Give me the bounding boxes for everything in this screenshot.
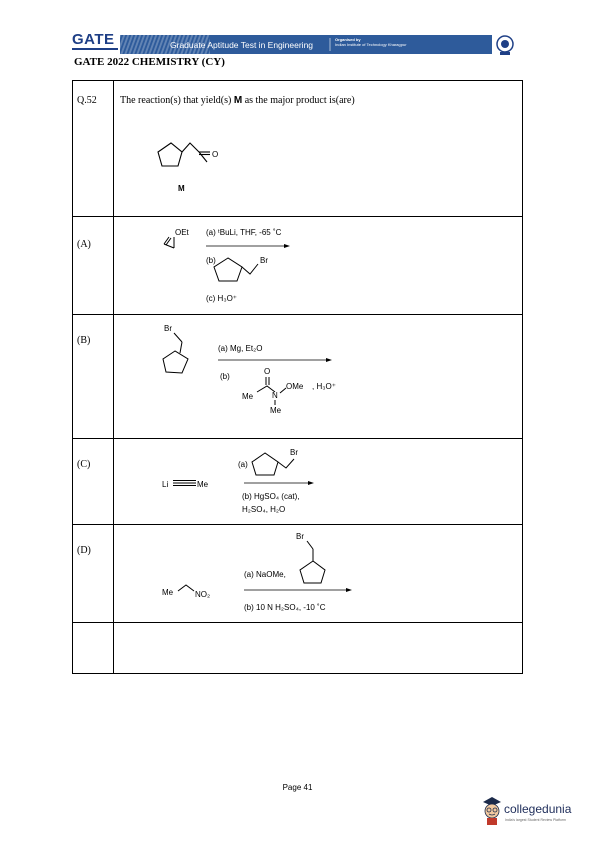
option-c-methyl: Me (197, 480, 209, 489)
option-a-row (73, 217, 523, 315)
product-m-structure (114, 81, 522, 216)
option-d-step-a: (a) NaOMe, (244, 570, 286, 579)
weinreb-oxygen: O (264, 367, 271, 376)
student-mascot-icon (481, 796, 503, 826)
option-d-methyl: Me (162, 588, 174, 597)
question-row (73, 81, 523, 217)
option-d-scheme (114, 525, 522, 622)
option-c-lithium: Li (162, 480, 169, 489)
option-b-step-b-prefix: (b) (220, 372, 230, 381)
option-c-label: (C) (77, 459, 91, 470)
weinreb-methyl-2: Me (270, 406, 282, 415)
question-number: Q.52 (77, 95, 97, 106)
question-text-after: as the major product is(are) (242, 95, 355, 106)
question-table (72, 80, 523, 674)
option-c-scheme (114, 439, 522, 524)
question-text-before: The reaction(s) that yield(s) (120, 95, 234, 106)
option-a-reactant: OEt (175, 228, 189, 237)
m-carbonyl-oxygen: O (212, 150, 219, 159)
organized-by-label: Organised by (335, 37, 361, 42)
option-b-step-b-suffix: , H₃O⁺ (312, 382, 336, 391)
option-d-step-b: (b) 10 N H₂SO₄, -10 ˚C (244, 603, 326, 612)
banner-organizer (335, 37, 445, 47)
option-c-step-b-line1: (b) HgSO₄ (cat), (242, 492, 300, 501)
option-d-bromine: Br (296, 532, 304, 541)
option-c-step-a-prefix: (a) (238, 460, 248, 469)
empty-row (73, 623, 523, 674)
option-a-bromine: Br (260, 256, 268, 265)
option-c-step-b-line2: H₂SO₄, H₂O (242, 505, 286, 514)
option-b-row (73, 315, 523, 439)
exam-title: GATE 2022 CHEMISTRY (CY) (74, 56, 225, 68)
option-b-bromine: Br (164, 324, 172, 333)
collegedunia-wordmark: collegedunia (504, 802, 572, 816)
m-label: M (178, 184, 185, 193)
page-number: Page 41 (282, 783, 313, 792)
collegedunia-logo (481, 796, 581, 830)
collegedunia-tagline: India's largest Student Review Platform (505, 818, 566, 822)
organizer-name: Indian Institute of Technology Kharagpur (335, 42, 407, 47)
option-a-label: (A) (77, 239, 91, 250)
option-d-label: (D) (77, 545, 91, 556)
option-d-row (73, 525, 523, 623)
option-a-step-a: (a) ᵗBuLi, THF, -65 ˚C (206, 228, 282, 237)
weinreb-nitrogen: N (272, 391, 278, 400)
option-a-step-b-prefix: (b) (206, 256, 216, 265)
option-c-row (73, 439, 523, 525)
option-b-label: (B) (77, 335, 91, 346)
weinreb-methyl-1: Me (242, 392, 254, 401)
iit-seal-icon (496, 35, 514, 57)
option-d-nitro: NO₂ (195, 590, 211, 599)
banner-title: Graduate Aptitude Test in Engineering (170, 40, 314, 50)
product-letter: M (233, 95, 243, 106)
option-b-step-a: (a) Mg, Et₂O (218, 344, 263, 353)
option-c-bromine: Br (290, 448, 298, 457)
option-a-scheme (114, 217, 522, 314)
gate-logo (72, 33, 122, 55)
weinreb-methoxy: OMe (286, 382, 304, 391)
option-b-scheme (114, 315, 522, 438)
gate-logo-text: GATE (72, 31, 115, 48)
option-a-step-c: (c) H₃O⁺ (206, 294, 238, 303)
